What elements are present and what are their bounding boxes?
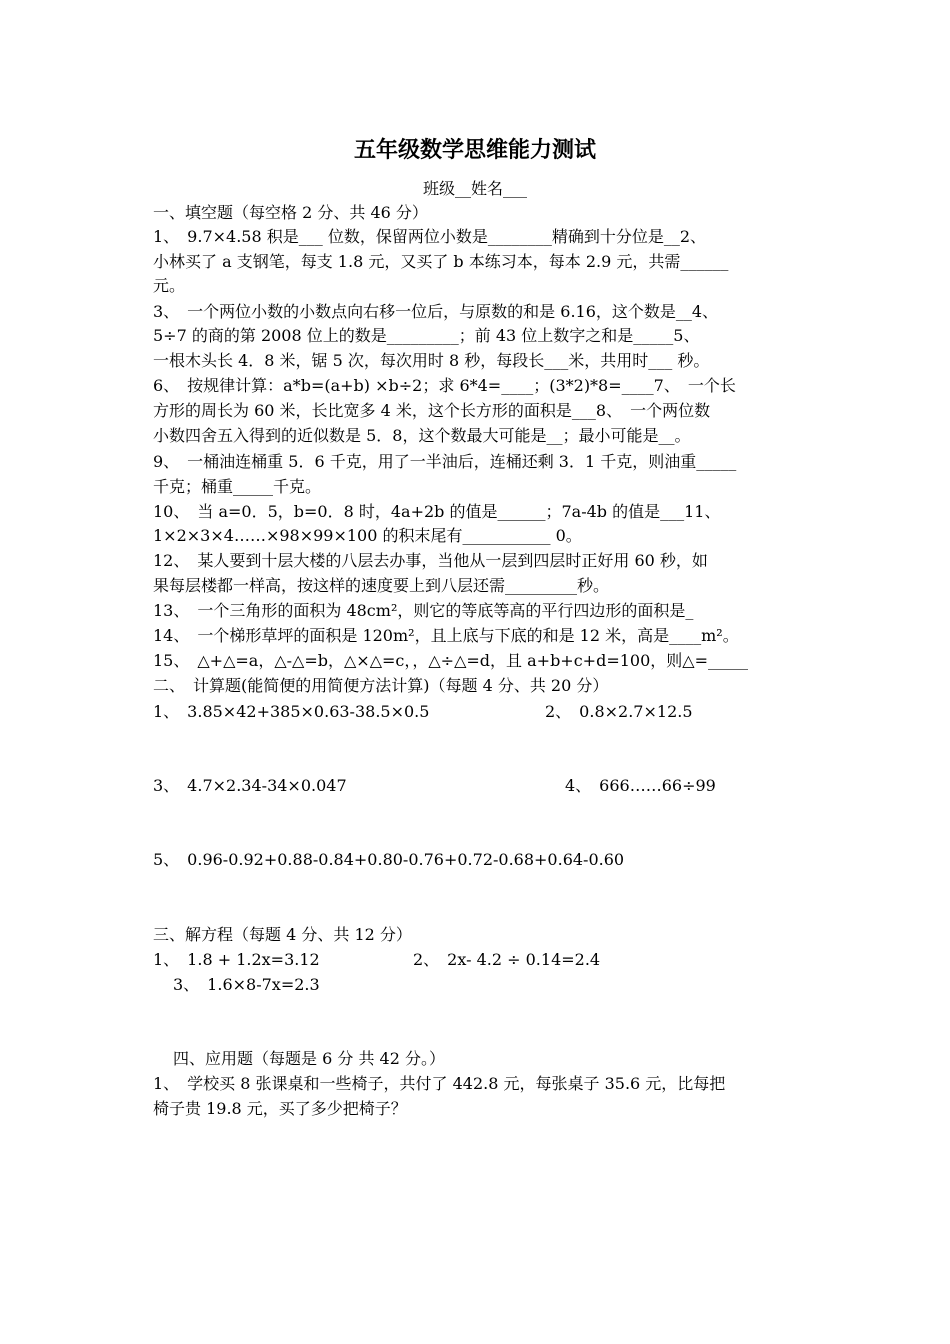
calc-question-5: 5、 0.96-0.92+0.88-0.84+0.80-0.76+0.72-0.68+0.64-0.60: [153, 850, 625, 869]
question-line: 元。: [153, 276, 186, 295]
calc-question-4: 4、 666……66÷99: [565, 776, 716, 795]
question-line: 一根木头长 4．8 米，锯 5 次，每次用时 8 秒，每段长___米，共用时___ 秒。: [153, 351, 710, 370]
question-line: 5÷7 的商的第 2008 位上的数是_________；前 43 位上数字之和是_____5、: [153, 326, 700, 345]
calc-question-1: 1、 3.85×42+385×0.63-38.5×0.5: [153, 702, 430, 721]
applied-question-line: 1、 学校买 8 张课桌和一些椅子，共付了 442.8 元，每张桌子 35.6 元，比每把: [153, 1074, 726, 1093]
question-line: 方形的周长为 60 米，长比宽多 4 米，这个长方形的面积是___8、 一个两位数: [153, 401, 711, 420]
page-title: 五年级数学思维能力测试: [353, 137, 596, 163]
question-line: 15、 △+△=a，△-△=b，△×△=c，，△÷△=d，且 a+b+c+d=100，则△=_____: [153, 651, 748, 670]
question-line: 13、 一个三角形的面积为 48cm²，则它的等底等高的平行四边形的面积是_: [153, 601, 694, 620]
equation-3: 3、 1.6×8-7x=2.3: [173, 975, 320, 994]
question-line: 10、 当 a=0．5，b=0．8 时，4a+2b 的值是______；7a-4b 的值是___11、: [153, 502, 721, 521]
section-heading-applied: 四、应用题（每题是 6 分 共 42 分。）: [173, 1049, 445, 1068]
equation-1: 1、 1.8 + 1.2x=3.12: [153, 950, 320, 969]
question-line: 小林买了 a 支钢笔，每支 1.8 元，又买了 b 本练习本，每本 2.9 元，共需______: [153, 252, 729, 271]
question-line: 千克；桶重_____千克。: [153, 477, 322, 496]
question-line: 小数四舍五入得到的近似数是 5．8，这个数最大可能是__；最小可能是__。: [153, 426, 691, 445]
question-line: 6、 按规律计算：a*b=(a+b) ×b÷2；求 6*4=____；(3*2)*8=____7、 一个长: [153, 376, 736, 395]
question-line: 14、 一个梯形草坪的面积是 120m²，且上底与下底的和是 12 米，高是____m²。: [153, 626, 739, 645]
class-name-line: 班级__姓名___: [422, 179, 527, 198]
question-line: 9、 一桶油连桶重 5．6 千克，用了一半油后，连桶还剩 3．1 千克，则油重_____: [153, 452, 737, 471]
section-heading-equations: 三、解方程（每题 4 分、共 12 分）: [153, 925, 412, 944]
question-line: 3、 一个两位小数的小数点向右移一位后，与原数的和是 6.16，这个数是__4、: [153, 302, 719, 321]
section-heading-calculation: 二、 计算题(能简便的用简便方法计算)（每题 4 分、共 20 分）: [153, 676, 609, 695]
calc-question-3: 3、 4.7×2.34-34×0.047: [153, 776, 347, 795]
question-line: 1、 9.7×4.58 积是___ 位数，保留两位小数是________精确到十分位是__2、: [153, 227, 707, 246]
question-line: 1×2×3×4……×98×99×100 的积末尾有___________ 0。: [153, 526, 582, 545]
question-line: 12、 某人要到十层大楼的八层去办事，当他从一层到四层时正好用 60 秒，如: [153, 551, 708, 570]
applied-question-line: 椅子贵 19.8 元，买了多少把椅子？: [153, 1099, 407, 1118]
question-line: 果每层楼都一样高，按这样的速度要上到八层还需_________秒。: [153, 576, 610, 595]
section-heading-fill-blank: 一、填空题（每空格 2 分、共 46 分）: [153, 203, 428, 222]
equation-2: 2、 2x- 4.2 ÷ 0.14=2.4: [413, 950, 601, 969]
calc-question-2: 2、 0.8×2.7×12.5: [545, 702, 693, 721]
